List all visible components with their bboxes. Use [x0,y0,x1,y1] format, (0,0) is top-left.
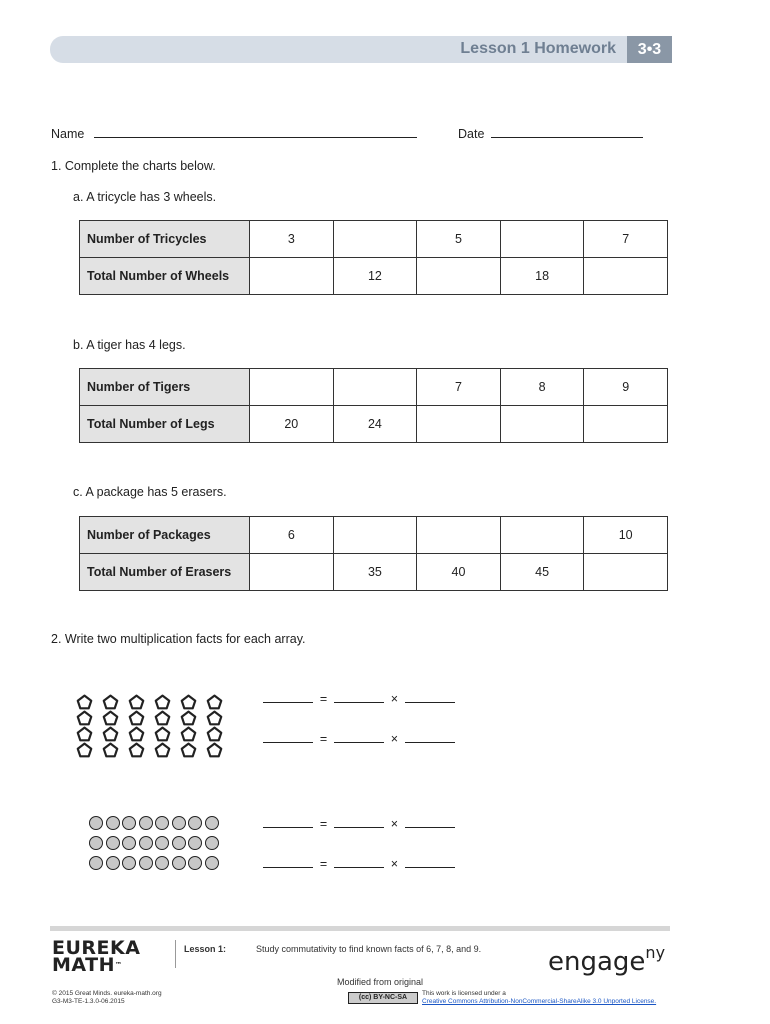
circle-icon [139,816,153,830]
pentagon-icon [102,710,119,726]
circle-icon [89,836,103,850]
document-code: G3-M3-TE-1.3.0-06.2015 [52,998,125,1005]
row-header: Total Number of Wheels [80,258,250,295]
header-bar [50,36,672,63]
lesson-description: Study commutativity to find known facts of 6, 7, 8, and 9. [256,944,482,954]
date-field[interactable] [491,126,643,138]
equals-sign: = [319,817,328,831]
table-cell[interactable]: 3 [250,221,334,258]
fact-line-2 [263,731,455,746]
pentagon-icon [154,742,171,758]
table-cell[interactable]: 10 [584,517,668,554]
tricycle-chart [79,220,668,295]
pentagon-icon [154,710,171,726]
circle-icon [139,836,153,850]
license-prefix: This work is licensed under a [422,990,506,997]
q1c-prompt: c. A package has 5 erasers. [73,485,227,499]
circle-icon [106,816,120,830]
footer-rule [50,926,670,931]
tiger-chart [79,368,668,443]
engageny-logo [548,943,665,977]
equals-sign: = [319,732,328,746]
circle-icon [89,856,103,870]
modified-note: Modified from original [337,977,424,987]
module-badge: 3•3 [627,36,672,63]
cc-license-badge[interactable]: (cc) BY-NC-SA [348,992,418,1004]
circle-icon [172,836,186,850]
pentagon-icon [128,726,145,742]
table-cell[interactable] [417,258,501,295]
pentagon-icon [76,742,93,758]
pentagon-icon [102,726,119,742]
answer-blank[interactable] [405,731,455,743]
circle-icon [205,816,219,830]
table-cell[interactable] [584,406,668,443]
answer-blank[interactable] [334,856,384,868]
row-header: Number of Tigers [80,369,250,406]
answer-blank[interactable] [405,816,455,828]
table-cell[interactable]: 24 [333,406,417,443]
table-cell[interactable]: 6 [250,517,334,554]
page-title: Lesson 1 Homework [460,40,616,57]
date-line [458,126,643,141]
pentagon-array [76,694,223,758]
answer-blank[interactable] [334,691,384,703]
table-cell[interactable] [333,517,417,554]
row-header: Number of Tricycles [80,221,250,258]
row-header: Total Number of Legs [80,406,250,443]
table-cell[interactable]: 7 [584,221,668,258]
pentagon-icon [76,710,93,726]
table-cell[interactable]: 45 [500,554,584,591]
table-cell[interactable]: 12 [333,258,417,295]
pentagon-icon [206,694,223,710]
pentagon-icon [180,742,197,758]
pentagon-icon [206,710,223,726]
circle-icon [188,836,202,850]
fact-line-3 [263,816,455,831]
pentagon-icon [128,710,145,726]
table-cell[interactable] [250,369,334,406]
circle-icon [122,836,136,850]
table-cell[interactable] [500,406,584,443]
circle-icon [106,836,120,850]
engage-sup: ny [645,943,666,962]
table-cell[interactable]: 5 [417,221,501,258]
logo-line-2: MATH [52,954,115,976]
equals-sign: = [319,857,328,871]
circle-icon [122,816,136,830]
table-cell[interactable]: 8 [500,369,584,406]
pentagon-icon [206,742,223,758]
circle-icon [188,856,202,870]
package-chart [79,516,668,591]
pentagon-icon [180,694,197,710]
lesson-label: Lesson 1: [184,944,227,954]
pentagon-icon [102,694,119,710]
times-sign: × [390,857,399,871]
logo-tm: ™ [115,961,123,969]
q1a-prompt: a. A tricycle has 3 wheels. [73,190,217,204]
circle-icon [155,816,169,830]
table-cell[interactable] [250,258,334,295]
footer-divider [175,940,176,968]
table-cell[interactable] [584,554,668,591]
table-cell[interactable] [584,258,668,295]
engage-text: engage [548,947,646,977]
pentagon-icon [180,710,197,726]
table-row [80,554,668,591]
equals-sign: = [319,692,328,706]
circle-icon [172,856,186,870]
circle-icon [89,816,103,830]
circle-icon [122,856,136,870]
pentagon-icon [76,726,93,742]
pentagon-icon [102,742,119,758]
eureka-math-logo [52,937,141,976]
circle-icon [155,856,169,870]
pentagon-icon [154,726,171,742]
table-cell[interactable] [500,221,584,258]
q2-prompt: 2. Write two multiplication facts for each array. [51,632,306,646]
table-cell[interactable]: 40 [417,554,501,591]
times-sign: × [390,692,399,706]
pentagon-icon [128,694,145,710]
license-link[interactable]: Creative Commons Attribution-NonCommercial-ShareAlike 3.0 Unported License. [422,998,657,1005]
table-cell[interactable] [500,517,584,554]
q1-prompt: 1. Complete the charts below. [51,159,216,173]
fact-line-1 [263,691,455,706]
times-sign: × [390,817,399,831]
pentagon-icon [76,694,93,710]
answer-blank[interactable] [334,816,384,828]
answer-blank[interactable] [405,856,455,868]
name-label: Name [51,127,85,141]
pentagon-icon [180,726,197,742]
answer-blank[interactable] [263,816,313,828]
circle-icon [205,856,219,870]
circle-icon [172,816,186,830]
table-cell[interactable] [333,369,417,406]
table-cell[interactable]: 35 [333,554,417,591]
table-row [80,369,668,406]
table-row [80,517,668,554]
table-row [80,406,668,443]
table-cell[interactable] [417,517,501,554]
answer-blank[interactable] [263,856,313,868]
circle-icon [139,856,153,870]
fact-line-4 [263,856,455,871]
copyright: © 2015 Great Minds. eureka-math.org [52,990,162,997]
table-cell[interactable] [417,406,501,443]
pentagon-icon [154,694,171,710]
answer-blank[interactable] [405,691,455,703]
circle-icon [155,836,169,850]
pentagon-icon [206,726,223,742]
answer-blank[interactable] [263,731,313,743]
name-field[interactable] [94,126,417,138]
table-cell[interactable]: 7 [417,369,501,406]
answer-blank[interactable] [334,731,384,743]
table-cell[interactable]: 9 [584,369,668,406]
table-cell[interactable]: 20 [250,406,334,443]
circle-icon [205,836,219,850]
q1b-prompt: b. A tiger has 4 legs. [73,338,186,352]
row-header: Number of Packages [80,517,250,554]
circle-icon [188,816,202,830]
table-cell[interactable] [333,221,417,258]
circle-icon [106,856,120,870]
table-row [80,258,668,295]
table-cell[interactable] [250,554,334,591]
row-header: Total Number of Erasers [80,554,250,591]
circle-array [89,816,219,870]
pentagon-icon [128,742,145,758]
logo-line-1: EUREKA [52,937,141,959]
name-line [51,126,417,141]
table-row [80,221,668,258]
times-sign: × [390,732,399,746]
table-cell[interactable]: 18 [500,258,584,295]
date-label: Date [458,127,485,141]
answer-blank[interactable] [263,691,313,703]
